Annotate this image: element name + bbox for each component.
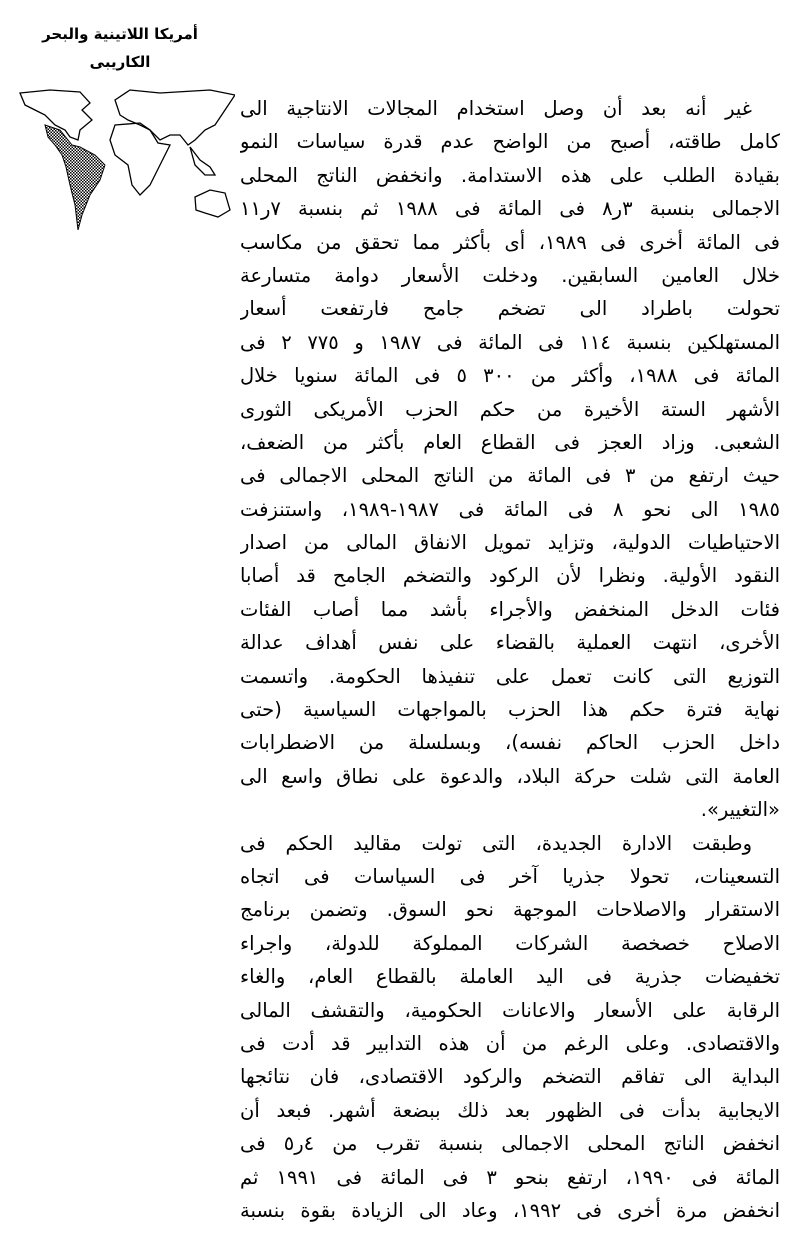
caption-line: الكاريبى: [89, 53, 151, 71]
text-line: تخفيضات جذرية فى اليد العاملة بالقطاع العام، والغاء: [240, 965, 780, 989]
text-line: التسعينات، تحولا جذريا آخر فى السياسات فى اتجاه: [240, 864, 780, 888]
text-line: خلال العامين السابقين. ودخلت الأسعار دوامة متسارعة: [240, 263, 780, 287]
text-line: نهاية فترة حكم هذا الحزب بالمواجهات السياسية (حتى: [240, 698, 780, 722]
text-line: الاستقرار والاصلاحات الموجهة نحو السوق. وتضمن برنامج: [240, 898, 780, 922]
text-line: داخل الحزب الحاكم نفسه)، وبسلسلة من الاضطرابات: [240, 731, 780, 755]
text-line: والاقتصادى. وعلى الرغم من أن هذه التدابير قد أدت فى: [240, 1031, 780, 1055]
text-line: المائة فى ١٩٩٠، ارتفع بنحو ٣ فى المائة فى ١٩٩١ ثم: [240, 1165, 780, 1189]
text-line: الاحتياطيات الدولية، وتزايد تمويل الانفاق المالى من اصدار: [240, 531, 780, 555]
text-line: العامة التى شلت حركة البلاد، والدعوة على نطاق واسع الى: [240, 764, 780, 788]
text-line: ١٩٨٥ الى نحو ٨ فى المائة فى ١٩٨٧-١٩٨٩، واستنزفت: [240, 497, 780, 521]
text-line: انخفض الناتج المحلى الاجمالى بنسبة تقرب من ٤ر٥ فى: [240, 1132, 780, 1156]
text-line: غير أنه بعد أن وصل استخدام المجالات الانتاجية الى: [240, 97, 752, 120]
text-line: الايجابية بدأت فى الظهور بعد ذلك ببضعة أشهر. فبعد أن: [240, 1098, 780, 1122]
text-line: تحولت باطراد الى تضخم جامح فارتفعت أسعار: [240, 297, 780, 321]
text-line: الاصلاح خصخصة الشركات المملوكة للدولة، واجراء: [240, 931, 780, 955]
text-line: التوزيع التى كانت تعمل على تنفيذها الحكومة. واتسمت: [240, 664, 780, 688]
text-line: بقيادة الطلب على هذه الاستدامة. وانخفض الناتج المحلى: [240, 163, 780, 187]
text-line: الأشهر الستة الأخيرة من حكم الحزب الأمريكى الثورى: [240, 397, 780, 421]
text-line: الأخرى، انتهت العملية بالقضاء على نفس أهداف عدالة: [240, 631, 780, 655]
text-line: «التغيير».: [700, 798, 780, 822]
text-line: وطبقت الادارة الجديدة، التى تولت مقاليد الحكم فى: [240, 831, 752, 855]
text-line: الرقابة على الأسعار والاعانات الحكومية، والتقشف المالى: [240, 998, 780, 1022]
article-body: [240, 92, 780, 1227]
text-line: الشعبى. وزاد العجز فى القطاع العام بأكثر من الضعف،: [240, 430, 780, 454]
text-line: انخفض مرة أخرى فى ١٩٩٢، وعاد الى الزيادة بقوة بنسبة: [240, 1198, 780, 1222]
text-line: فئات الدخل المنخفض والأجراء بأشد مما أصاب الفئات: [240, 597, 780, 621]
map-caption: [20, 20, 220, 76]
text-line: حيث ارتفع من ٣ فى المائة من الناتج المحلى الاجمالى فى: [240, 464, 780, 488]
latin-america-highlight: [45, 125, 105, 230]
text-line: فى المائة أخرى فى ١٩٨٩، أى بأكثر مما تحقق من مكاسب: [240, 230, 780, 254]
text-line: المائة فى ١٩٨٨، وأكثر من ٣٠٠ ٥ فى المائة سنويا خلال: [240, 364, 780, 388]
text-line: البداية الى تفاقم التضخم والركود الاقتصادى، فان نتائجها: [240, 1065, 780, 1089]
text-line: الاجمالى بنسبة ٣ر٨ فى المائة فى ١٩٨٨ ثم بنسبة ٧ر١١: [240, 197, 780, 221]
text-line: المستهلكين بنسبة ١١٤ فى المائة فى ١٩٨٧ و ٧٧٥ ٢ فى: [240, 330, 780, 354]
caption-line: أمريكا اللاتينية والبحر: [42, 25, 198, 43]
text-line: النقود الأولية. ونظرا لأن الركود والتضخم الجامح قد أصابا: [240, 564, 780, 588]
world-map-icon: [10, 85, 235, 230]
text-line: كامل طاقته، أصبح من الواضح عدم قدرة سياسات النمو: [240, 130, 780, 154]
